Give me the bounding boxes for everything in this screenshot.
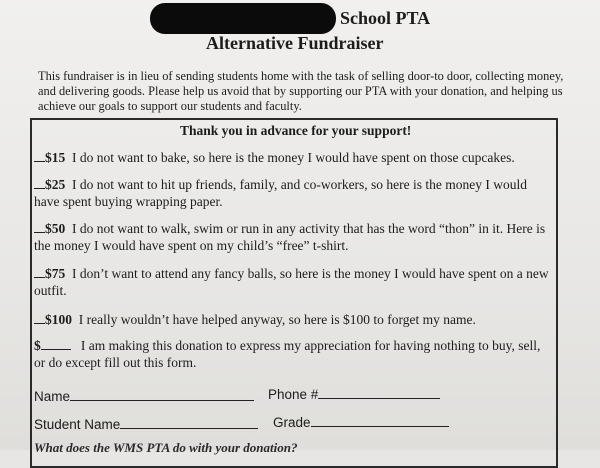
option-50 bbox=[34, 219, 554, 254]
footer-heading: What does the WMS PTA do with your donation? bbox=[34, 440, 298, 455]
option-75 bbox=[34, 264, 554, 299]
grade-line[interactable] bbox=[311, 413, 449, 427]
option-25 bbox=[34, 175, 554, 210]
checkbox-line-25[interactable] bbox=[34, 175, 45, 189]
option-amount: $100 bbox=[45, 312, 72, 327]
name-line[interactable] bbox=[70, 387, 254, 401]
option-amount: $25 bbox=[45, 177, 66, 192]
phone-line[interactable] bbox=[318, 385, 440, 399]
redaction-mark bbox=[150, 3, 336, 34]
checkbox-line-15[interactable] bbox=[34, 148, 45, 162]
student-name-label: Student Name bbox=[34, 417, 121, 432]
option-amount: $15 bbox=[45, 150, 66, 165]
option-text: I do not want to walk, swim or run in any activity that has the word “thon” in it. Here is the money I would have spent on my child’s “free” t-shirt. bbox=[34, 221, 546, 253]
page-subtitle: Alternative Fundraiser bbox=[206, 33, 384, 53]
custom-amount-line[interactable] bbox=[41, 336, 71, 350]
option-100 bbox=[34, 310, 554, 328]
student-name-field[interactable] bbox=[34, 415, 258, 432]
option-custom bbox=[34, 336, 554, 371]
name-field[interactable] bbox=[34, 387, 254, 404]
checkbox-line-75[interactable] bbox=[34, 264, 45, 278]
option-text: I do not want to bake, so here is the money I would have spent on those cupcakes. bbox=[72, 150, 515, 165]
student-name-line[interactable] bbox=[120, 415, 258, 429]
page-title: School PTA bbox=[340, 8, 431, 28]
phone-field[interactable] bbox=[268, 385, 440, 402]
custom-amount-prefix: $ bbox=[34, 338, 41, 353]
checkbox-line-50[interactable] bbox=[34, 219, 45, 233]
option-amount: $50 bbox=[45, 221, 66, 236]
name-label: Name bbox=[34, 389, 71, 404]
option-text: I don’t want to attend any fancy balls, so here is the money I would have spent on a new outfit. bbox=[34, 266, 549, 298]
option-text: I do not want to hit up friends, family, and co-workers, so here is the money I would have spent buying wrapping paper. bbox=[34, 177, 528, 209]
intro-paragraph: This fundraiser is in lieu of sending students home with the task of selling door-to door, collecting money, and delivering goods. Please help us avoid that by supporting our PTA with your donation, and helping us achieve our goals to support our students and faculty. bbox=[38, 69, 564, 113]
box-title: Thank you in advance for your support! bbox=[180, 123, 412, 138]
option-text: I am making this donation to express my appreciation for having nothing to buy, sell, or do except fill out this form. bbox=[34, 338, 541, 370]
option-15 bbox=[34, 148, 554, 166]
option-amount: $75 bbox=[45, 266, 66, 281]
checkbox-line-100[interactable] bbox=[34, 310, 45, 324]
phone-label: Phone # bbox=[268, 387, 319, 402]
grade-label: Grade bbox=[273, 415, 311, 430]
option-text: I really wouldn’t have helped anyway, so here is $100 to forget my name. bbox=[78, 312, 476, 327]
grade-field[interactable] bbox=[273, 413, 449, 430]
